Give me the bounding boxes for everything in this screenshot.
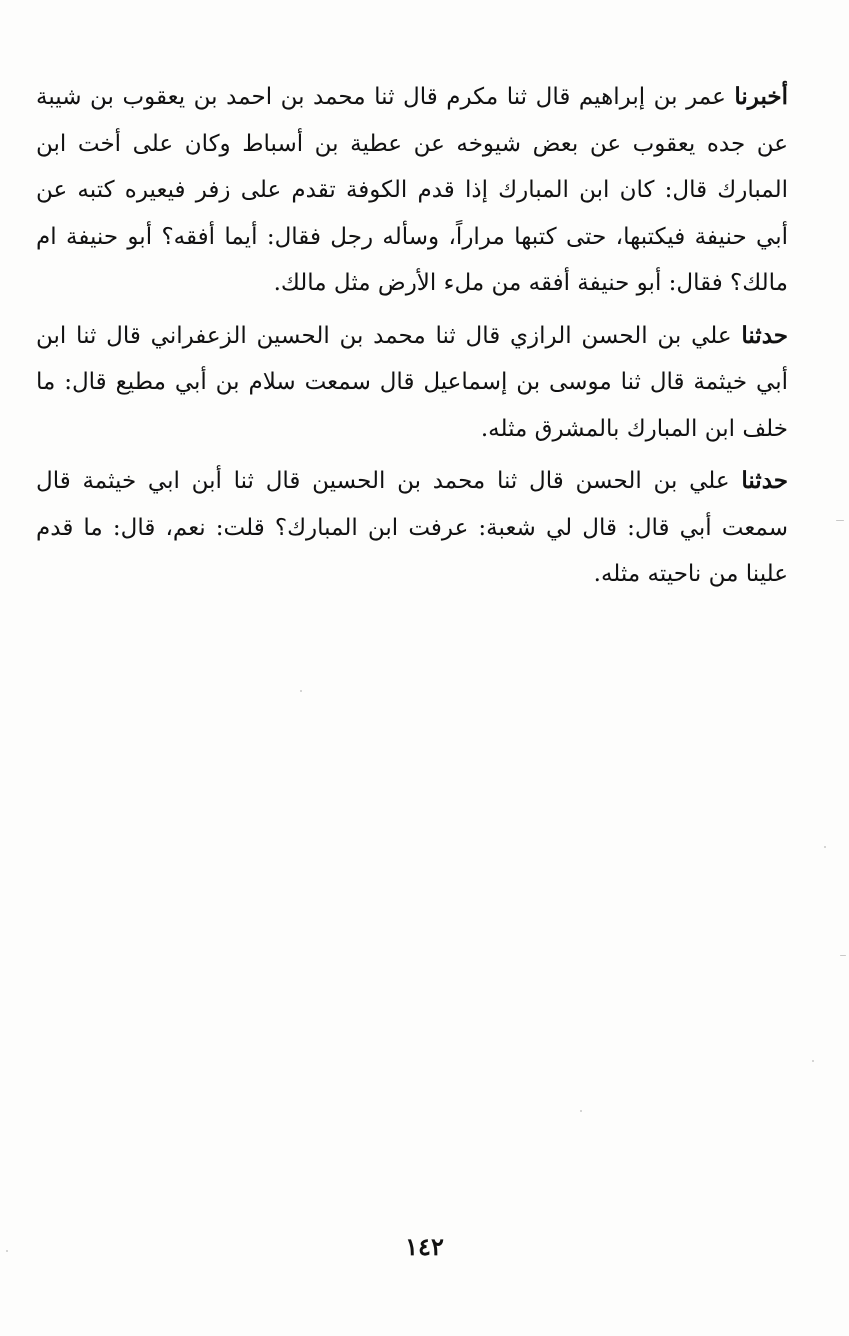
scan-speck: [824, 846, 826, 848]
scan-speck: [580, 1110, 582, 1112]
scan-speck: [812, 1060, 814, 1062]
scan-speck: [836, 520, 844, 521]
scan-speck: [300, 690, 302, 692]
text-body: [36, 74, 788, 604]
paragraph-1-text: عمر بن إبراهيم قال ثنا مكرم قال ثنا محمد بن احمد بن يعقوب بن شيبة عن جده يعقوب عن بعض شيوخه عن عطية بن أسباط وكان على أخت ابن المبارك قال: كان ابن المبارك إذا قدم الكوفة تقدم على زفر فيعيره كتبه عن أبي حنيفة فيكتبها، حتى كتبها مراراً، وسأله رجل فقال: أيما أفقه؟ أبو حنيفة ام مالك؟ فقال: أبو حنيفة أفقه من ملء الأرض مثل مالك.: [36, 84, 788, 296]
paragraph-1-lead: أخبرنا: [734, 83, 788, 110]
paragraph-2: [36, 313, 788, 453]
paragraph-2-text: علي بن الحسن الرازي قال ثنا محمد بن الحسين الزعفراني قال ثنا ابن أبي خيثمة قال ثنا موسى بن إسماعيل قال سمعت سلام بن أبي مطيع قال: ما خلف ابن المبارك بالمشرق مثله.: [36, 322, 788, 442]
paragraph-3-text: علي بن الحسن قال ثنا محمد بن الحسين قال ثنا أبن ابي خيثمة قال سمعت أبي قال: قال لي شعبة: عرفت ابن المبارك؟ قلت: نعم، قال: ما قدم علينا من ناحيته مثله.: [36, 468, 788, 587]
scan-speck: [6, 1250, 8, 1252]
paragraph-2-lead: حدثنا: [741, 321, 788, 349]
page-number: ١٤٢: [405, 1232, 444, 1261]
paragraph-1: [36, 74, 788, 307]
paragraph-3-lead: حدثنا: [741, 467, 788, 494]
scan-speck: [840, 955, 846, 956]
paragraph-3: [36, 458, 788, 598]
